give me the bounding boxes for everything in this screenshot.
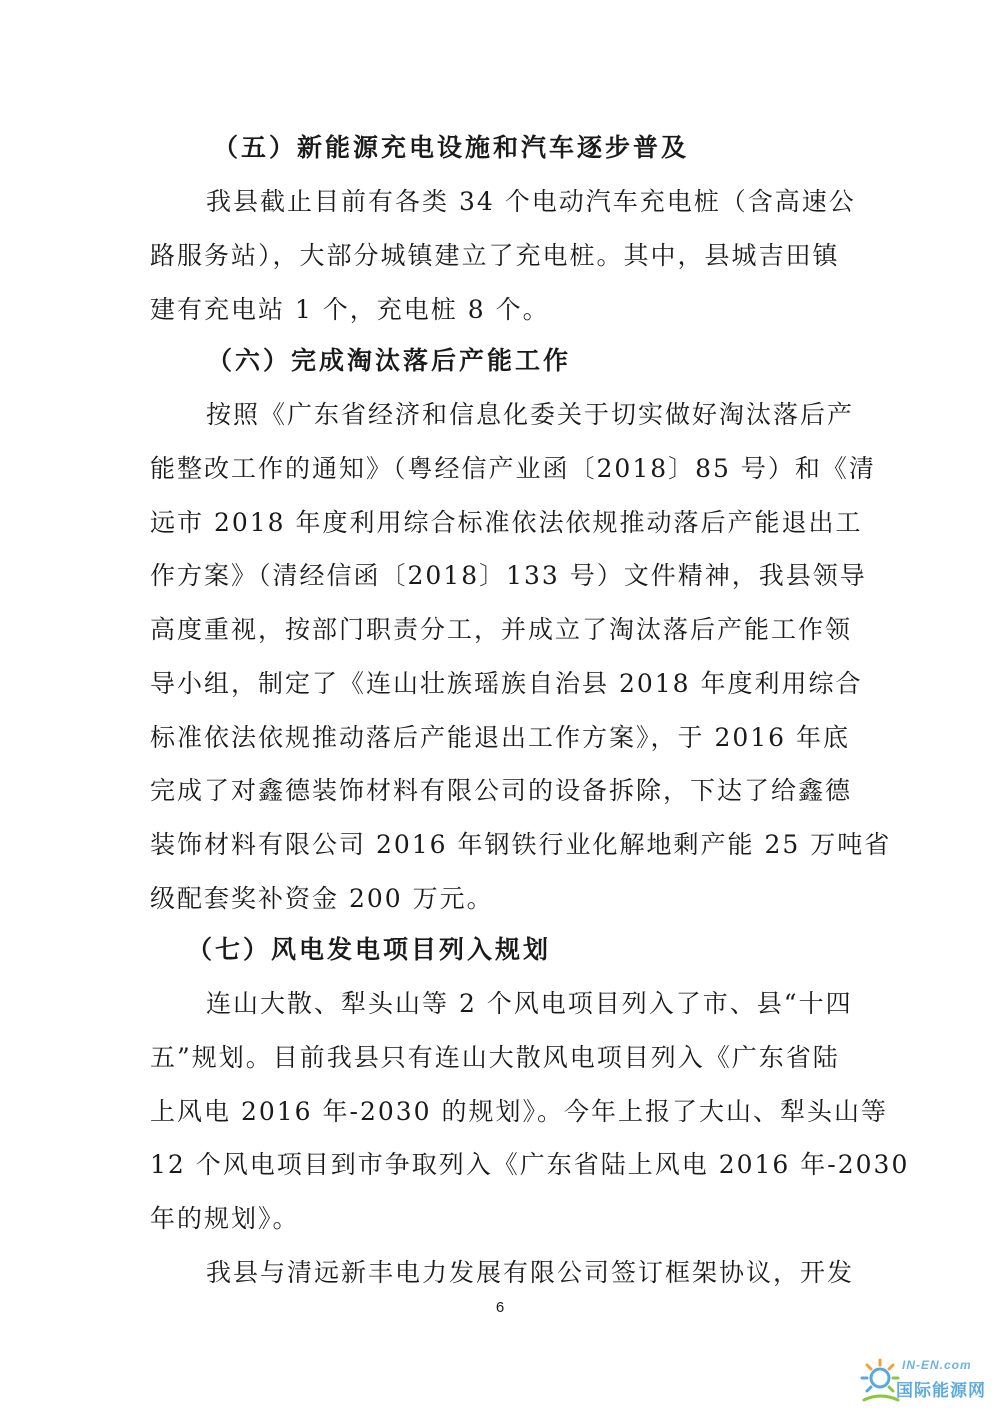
paragraph-line: 能整改工作的通知》（粤经信产业函〔2018〕85 号）和《清 (150, 454, 876, 483)
paragraph-line: 级配套奖补资金 200 万元。 (150, 884, 494, 913)
paragraph-line: 年的规划》。 (150, 1204, 300, 1233)
paragraph-line: 标准依法依规推动落后产能退出工作方案》，于 2016 年底 (150, 723, 851, 752)
paragraph-line: 装饰材料有限公司 2016 年钢铁行业化解地剩产能 25 万吨省 (150, 830, 892, 859)
paragraph-line: 12 个风电项目到市争取列入《广东省陆上风电 2016 年-2030 (150, 1150, 910, 1179)
paragraph-line: 上风电 2016 年-2030 的规划》。今年上报了大山、犁头山等 (150, 1097, 889, 1126)
watermark-site-name: 国际能源网 (896, 1381, 986, 1401)
section-heading-5: （五）新能源充电设施和汽车逐步普及 (213, 133, 690, 162)
section-heading-6: （六）完成淘汰落后产能工作 (207, 346, 572, 375)
watermark-domain: IN-EN.com (902, 1358, 972, 1372)
paragraph-line: 路服务站），大部分城镇建立了充电桩。其中，县城吉田镇 (150, 241, 840, 270)
paragraph-line: 五”规划。目前我县只有连山大散风电项目列入《广东省陆 (150, 1043, 840, 1072)
page-number: 6 (495, 1299, 505, 1316)
paragraph-line: 连山大散、犁头山等 2 个风电项目列入了市、县“十四 (206, 989, 853, 1018)
paragraph-line: 完成了对鑫德装饰材料有限公司的设备拆除，下达了给鑫德 (150, 776, 853, 805)
paragraph-line: 高度重视，按部门职责分工，并成立了淘汰落后产能工作领 (150, 615, 853, 644)
paragraph-line: 导小组，制定了《连山壮族瑶族自治县 2018 年度利用综合 (150, 669, 863, 698)
section-heading-7: （七）风电发电项目列入规划 (187, 935, 552, 964)
watermark-logo (858, 1350, 998, 1410)
paragraph-line: 作方案》（清经信函〔2018〕133 号）文件精神，我县领导 (150, 561, 867, 590)
paragraph-line: 建有充电站 1 个，充电桩 8 个。 (150, 295, 550, 324)
paragraph-line: 按照《广东省经济和信息化委关于切实做好淘汰落后产 (206, 400, 855, 429)
paragraph-line: 远市 2018 年度利用综合标准依法依规推动落后产能退出工 (150, 508, 863, 537)
paragraph-line: 我县截止目前有各类 34 个电动汽车充电桩（含高速公 (206, 187, 856, 216)
paragraph-line: 我县与清远新丰电力发展有限公司签订框架协议，开发 (206, 1258, 855, 1287)
